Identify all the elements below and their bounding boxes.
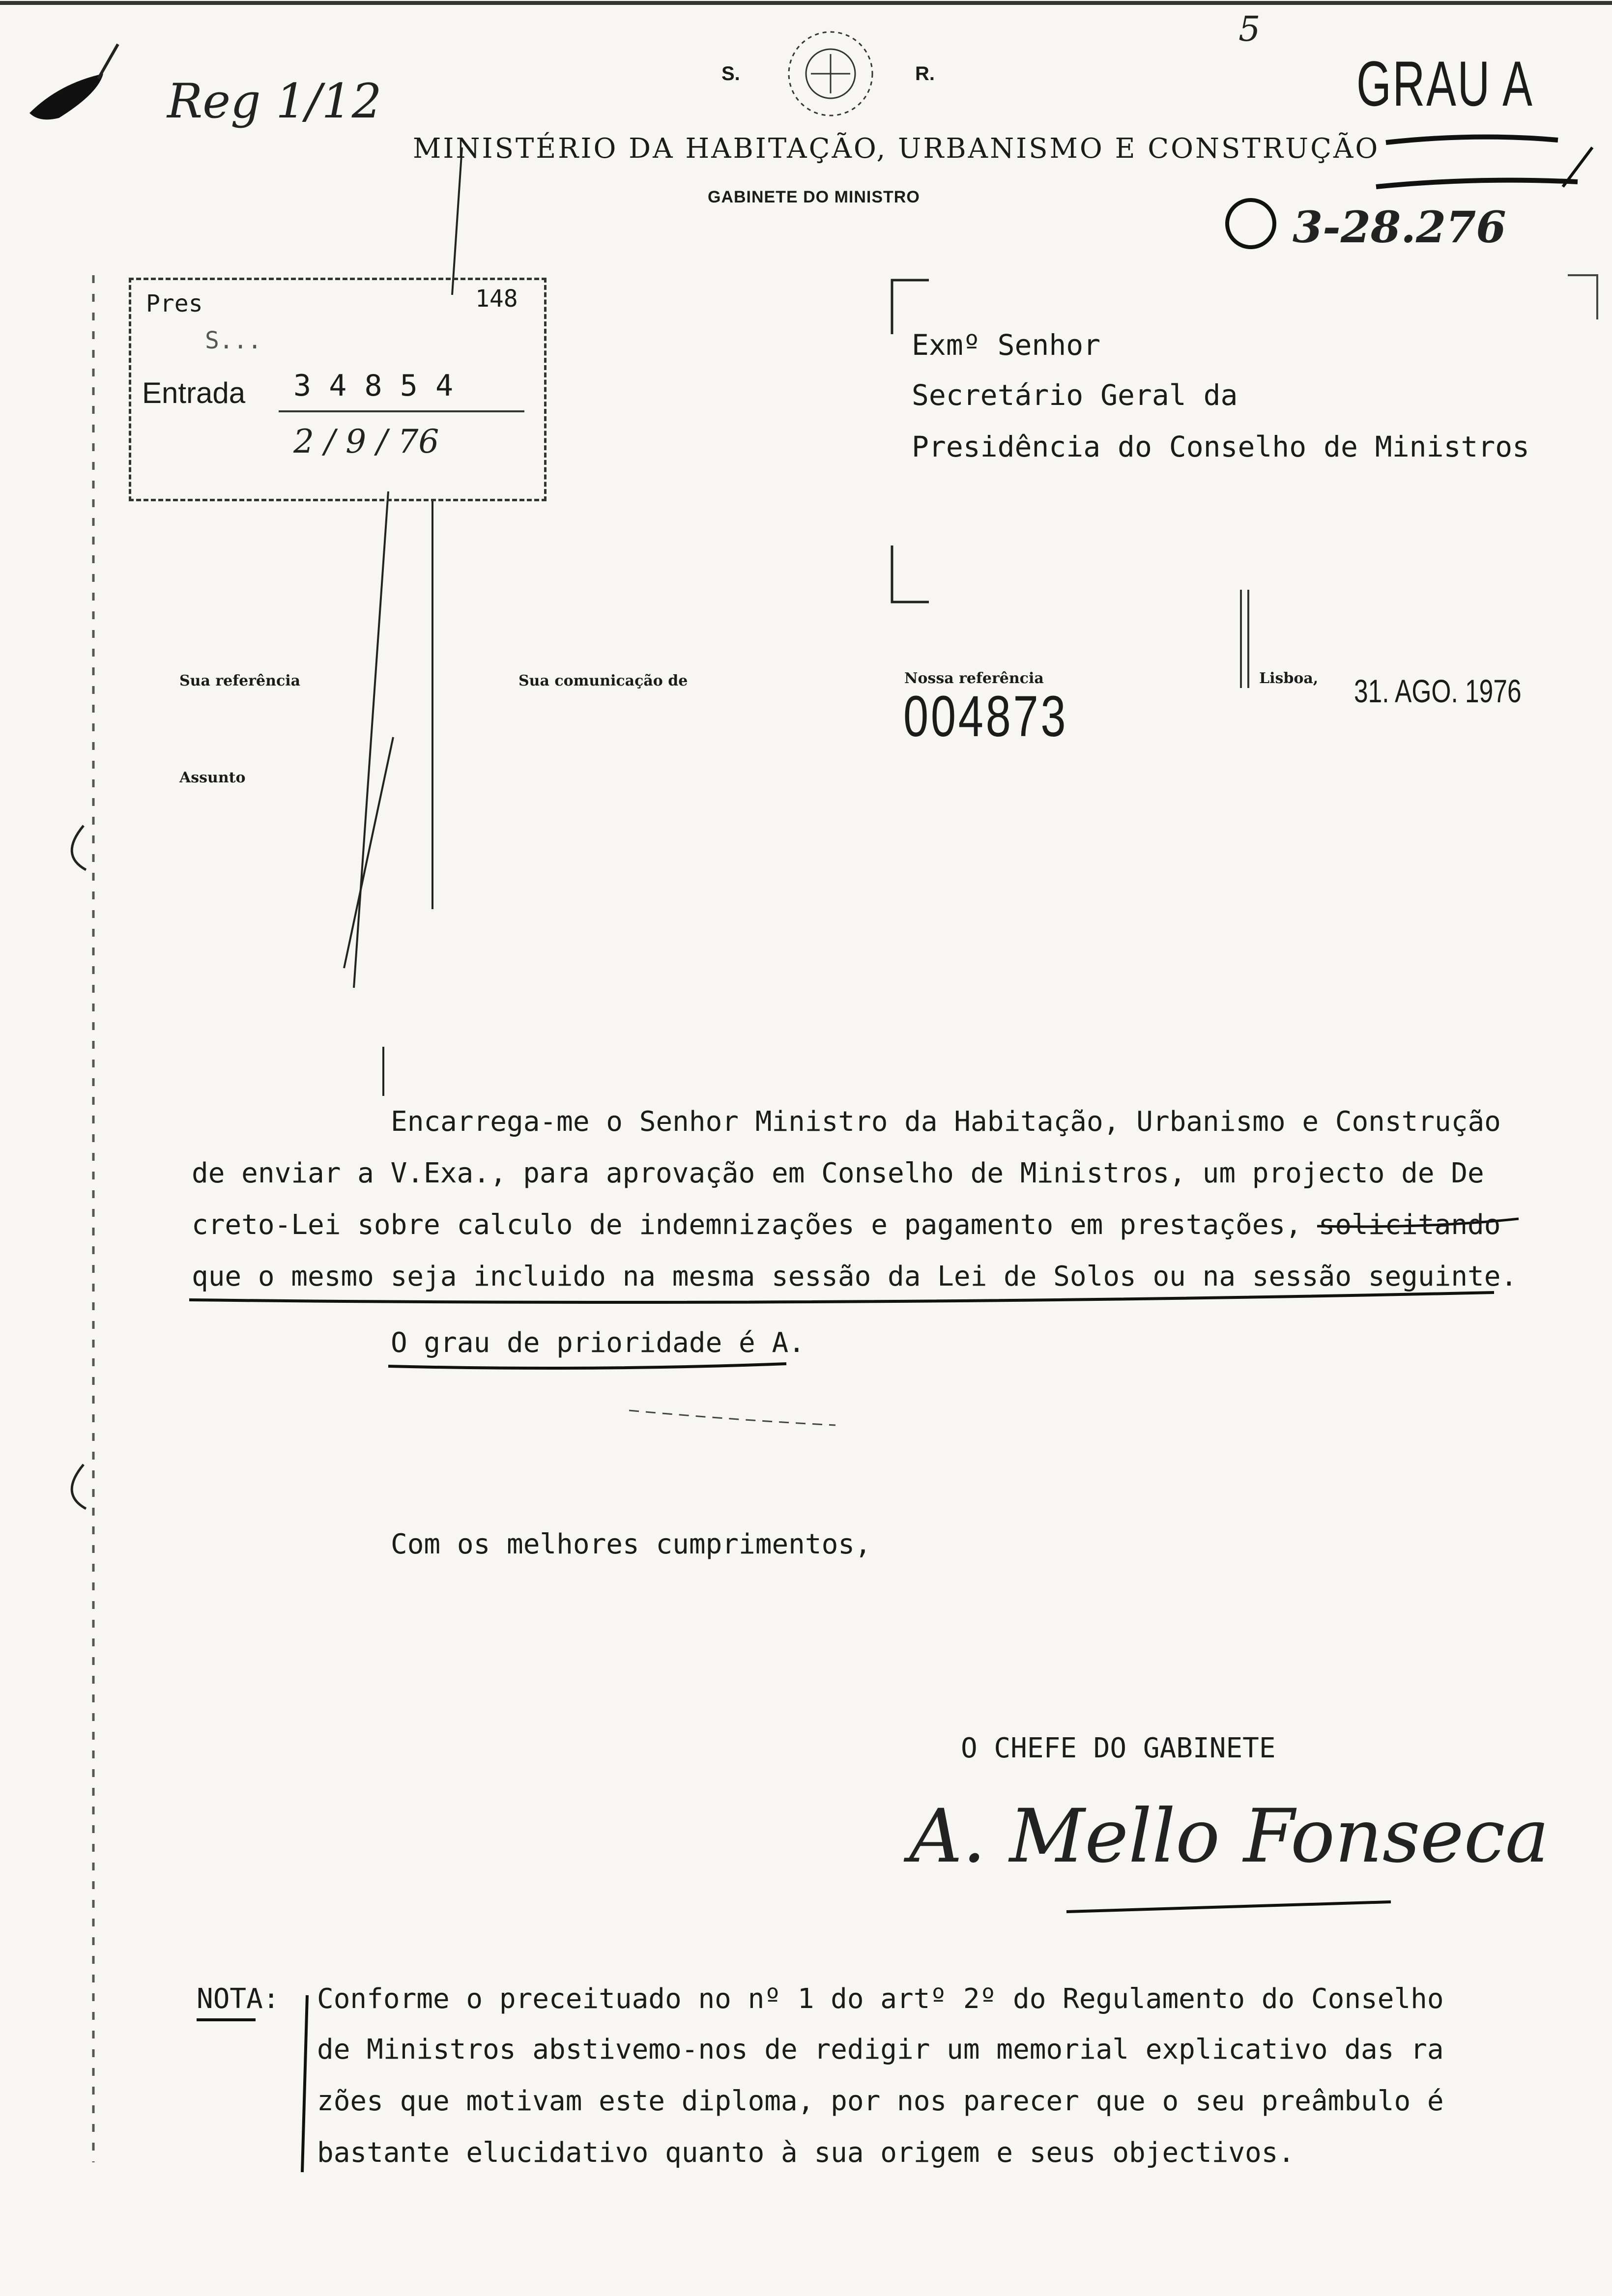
note-label: NOTA:	[197, 1983, 280, 2015]
sr-right: R.	[915, 63, 935, 85]
note-line3: zões que motivam este diploma, por nos parecer que o seu preâmbulo é	[317, 2085, 1444, 2117]
note-line1: Conforme o preceituado no nº 1 do artº 2º do Regulamento do Conselho	[317, 1983, 1444, 2015]
page-number: 5	[1238, 9, 1261, 49]
closing-line: Com os melhores cumprimentos,	[391, 1528, 871, 1560]
note-line2: de Ministros abstivemo-nos de redigir um memorial explicativo das ra	[317, 2034, 1444, 2066]
note-line4: bastante elucidativo quanto à sua origem e seus objectivos.	[317, 2137, 1295, 2169]
signature-title: O CHEFE DO GABINETE	[961, 1732, 1276, 1764]
subject-label: Assunto	[179, 769, 246, 786]
sr-left: S.	[721, 63, 740, 85]
body-line3: creto-Lei sobre calculo de indemnizações e pagamento em prestações, solicitando	[192, 1209, 1501, 1241]
recipient-line3: Presidência do Conselho de Ministros	[912, 430, 1530, 463]
stamp-entry-underline	[279, 410, 524, 412]
cabinet-subtitle: GABINETE DO MINISTRO	[708, 188, 920, 206]
process-number: 3-28.276	[1293, 201, 1506, 253]
registration-note: Reg 1/12	[167, 74, 382, 129]
your-reference-label: Sua referência	[179, 672, 301, 689]
grade-mark: GRAU A	[1356, 48, 1534, 119]
place-label: Lisboa,	[1259, 670, 1319, 687]
your-communication-label: Sua comunicação de	[518, 672, 688, 689]
recipient-line1: Exmº Senhor	[912, 328, 1101, 362]
stamp-date: 2 / 9 / 76	[293, 423, 439, 460]
our-reference-label: Nossa referência	[904, 670, 1044, 687]
stamp-entry-value: 3 4 8 5 4	[293, 369, 454, 403]
ministry-title: MINISTÉRIO DA HABITAÇÃO, URBANISMO E CONSTRUÇÃO	[413, 133, 1380, 165]
our-reference-number: 004873	[903, 684, 1068, 749]
body-line1: Encarrega-me o Senhor Ministro da Habitação, Urbanismo e Construção	[391, 1106, 1501, 1138]
stamp-line2: S...	[205, 327, 262, 354]
stamp-line1: Pres	[146, 290, 203, 317]
stamp-line1-right: 148	[475, 285, 518, 313]
entry-stamp	[129, 278, 547, 501]
body-line4: que o mesmo seja incluido na mesma sessão da Lei de Solos ou na sessão seguinte.	[192, 1261, 1518, 1292]
signature-handwritten: A. Mello Fonseca	[909, 1794, 1549, 1879]
letter-date: 31. AGO. 1976	[1354, 673, 1522, 709]
stamp-entry-label: Entrada	[142, 376, 246, 409]
body-line2: de enviar a V.Exa., para aprovação em Conselho de Ministros, um projecto de De	[192, 1157, 1484, 1189]
priority-line: O grau de prioridade é A.	[391, 1327, 805, 1359]
recipient-line2: Secretário Geral da	[912, 378, 1238, 412]
